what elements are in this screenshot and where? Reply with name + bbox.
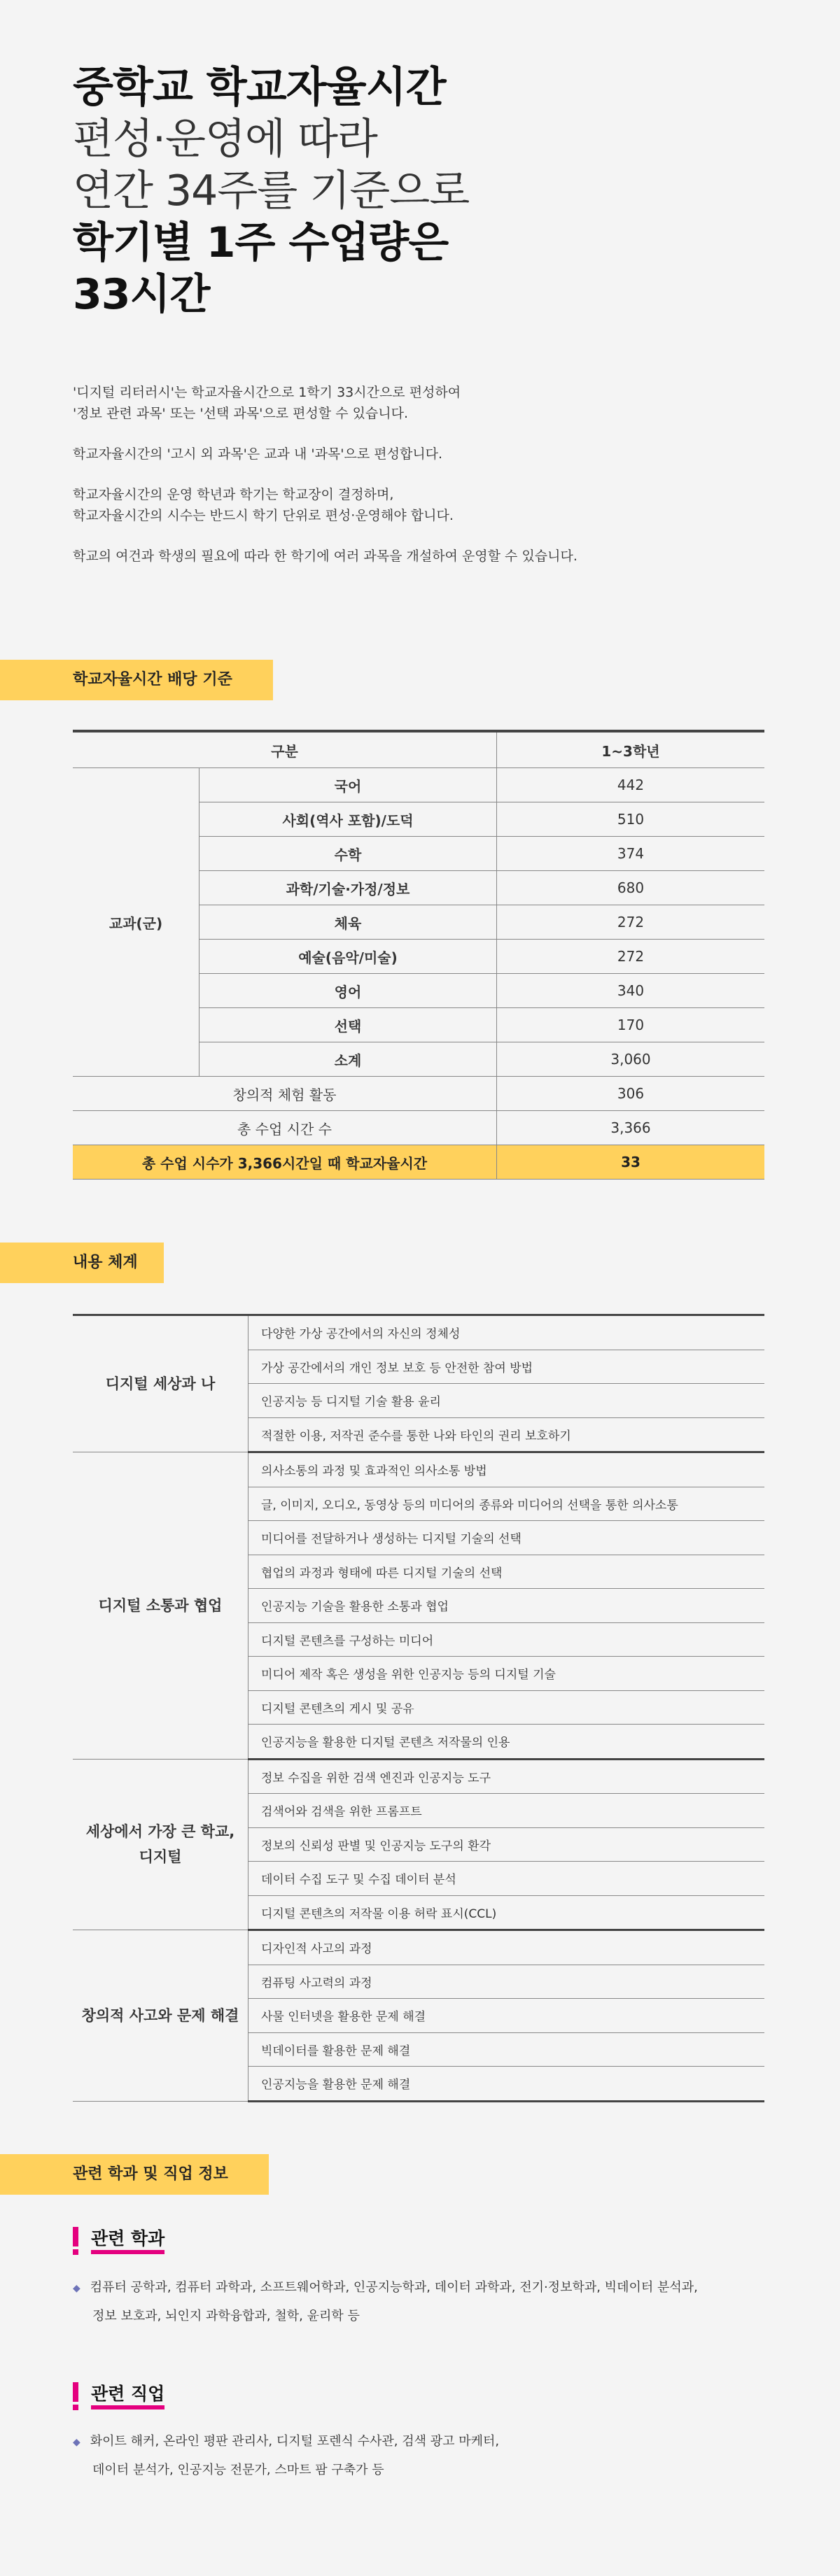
- intro-line: 학교자율시간의 '고시 외 과목'은 교과 내 '과목'으로 편성합니다.: [73, 446, 443, 462]
- autonomy-hours: 33: [497, 1145, 765, 1180]
- content-item: 협업의 과정과 형태에 따른 디지털 기술의 선택: [248, 1555, 765, 1589]
- dept-line: 컴퓨터 공학과, 컴퓨터 과학과, 소프트웨어학과, 인공지능학과, 데이터 과학과, 전기·정보학과, 빅데이터 분석과,: [90, 2280, 698, 2295]
- autonomy-label: 총 수업 시수가 3,366시간일 때 학교자율시간: [73, 1145, 497, 1180]
- headline-line-3: 연간 34주를 기준으로: [73, 167, 470, 215]
- content-item: 다양한 가상 공간에서의 자신의 정체성: [248, 1315, 765, 1350]
- job-line: 화이트 해커, 온라인 평판 관리사, 디지털 포렌식 수사관, 검색 광고 마케터,: [90, 2434, 500, 2449]
- diamond-bullet-icon: ◆: [73, 2437, 80, 2448]
- job-line: 데이터 분석가, 인공지능 전문가, 스마트 팜 구축가 등: [92, 2463, 384, 2477]
- header-grade: 1~3학년: [497, 731, 765, 768]
- related-departments-title: [73, 2225, 164, 2250]
- content-item: 디자인적 사고의 과정: [248, 1930, 765, 1965]
- subject-hours: 442: [497, 768, 765, 802]
- allocation-table: [73, 730, 764, 1180]
- group-title: [73, 1759, 248, 1930]
- related-jobs-text: [73, 2428, 773, 2484]
- section-label-allocation: 학교자율시간 배당 기준: [0, 660, 273, 700]
- intro-line: 학교자율시간의 시수는 반드시 학기 단위로 편성·운영해야 합니다.: [73, 508, 454, 523]
- group-title-line: 디지털: [139, 1848, 182, 1866]
- content-item: 인공지능 기술을 활용한 소통과 협업: [248, 1589, 765, 1623]
- exclamation-icon: [73, 2382, 78, 2402]
- content-item: 미디어를 전달하거나 생성하는 디지털 기술의 선택: [248, 1521, 765, 1555]
- group-label: 교과(군): [73, 768, 200, 1077]
- subject-name: 예술(음악/미술): [200, 940, 497, 974]
- content-item: 검색어와 검색을 위한 프롬프트: [248, 1794, 765, 1828]
- subject-name: 사회(역사 포함)/도덕: [200, 802, 497, 837]
- content-item: 글, 이미지, 오디오, 동영상 등의 미디어의 종류와 미디어의 선택을 통한 의사소통: [248, 1487, 765, 1521]
- subject-hours: 3,060: [497, 1042, 765, 1077]
- total-hours-value: 3,366: [497, 1111, 765, 1145]
- group-title: [73, 1930, 248, 2102]
- content-item: 인공지능을 활용한 문제 해결: [248, 2067, 765, 2102]
- content-item: 인공지능을 활용한 디지털 콘텐츠 저작물의 인용: [248, 1725, 765, 1760]
- content-item: 가상 공간에서의 개인 정보 보호 등 안전한 참여 방법: [248, 1350, 765, 1384]
- related-jobs-label: 관련 직업: [91, 2384, 164, 2409]
- subject-hours: 680: [497, 871, 765, 905]
- content-item: 인공지능 등 디지털 기술 활용 윤리: [248, 1384, 765, 1418]
- subject-hours: 170: [497, 1008, 765, 1042]
- content-item: 적절한 이용, 저작권 준수를 통한 나와 타인의 권리 보호하기: [248, 1417, 765, 1452]
- content-item: 디지털 콘텐츠의 저작물 이용 허락 표시(CCL): [248, 1895, 765, 1930]
- intro-paragraph: [73, 382, 773, 424]
- intro-text: [73, 382, 773, 586]
- table-row: [73, 1452, 764, 1487]
- content-item: 빅데이터를 활용한 문제 해결: [248, 2032, 765, 2067]
- creative-activity-label: 창의적 체험 활동: [73, 1077, 497, 1111]
- subject-name: 소계: [200, 1042, 497, 1077]
- table-row: [73, 1077, 764, 1111]
- subject-hours: 374: [497, 837, 765, 871]
- subject-hours: 340: [497, 974, 765, 1008]
- related-departments-label: 관련 학과: [91, 2228, 164, 2254]
- group-title: [73, 1452, 248, 1760]
- subject-hours: 510: [497, 802, 765, 837]
- subject-hours: 272: [497, 905, 765, 940]
- headline-line-4: 학기별 1주 수업량은: [73, 218, 449, 267]
- group-title-line: 창의적 사고와 문제 해결: [81, 2007, 239, 2024]
- subject-name: 과학/기술·가정/정보: [200, 871, 497, 905]
- content-item: 디지털 콘텐츠를 구성하는 미디어: [248, 1622, 765, 1657]
- content-item: 정보의 신뢰성 판별 및 인공지능 도구의 환각: [248, 1827, 765, 1862]
- content-item: 디지털 콘텐츠의 게시 및 공유: [248, 1690, 765, 1725]
- intro-line: 학교의 여건과 학생의 필요에 따라 한 학기에 여러 과목을 개설하여 운영할 수 있습니다.: [73, 549, 578, 564]
- diamond-bullet-icon: ◆: [73, 2283, 80, 2294]
- dept-line: 정보 보호과, 뇌인지 과학융합과, 철학, 윤리학 등: [92, 2309, 360, 2323]
- intro-line: '정보 관련 과목' 또는 '선택 과목'으로 편성할 수 있습니다.: [73, 406, 409, 421]
- table-row: [73, 1759, 764, 1794]
- group-title-line: 세상에서 가장 큰 학교,: [85, 1823, 235, 1841]
- section-label-content: 내용 체계: [0, 1243, 164, 1283]
- autonomy-row: [73, 1145, 764, 1180]
- content-item: 정보 수집을 위한 검색 엔진과 인공지능 도구: [248, 1759, 765, 1794]
- headline: [73, 62, 773, 320]
- subject-hours: 272: [497, 940, 765, 974]
- subject-name: 수학: [200, 837, 497, 871]
- subject-name: 선택: [200, 1008, 497, 1042]
- exclamation-icon: [73, 2227, 78, 2246]
- intro-line: 학교자율시간의 운영 학년과 학기는 학교장이 결정하며,: [73, 487, 394, 502]
- content-item: 컴퓨팅 사고력의 과정: [248, 1965, 765, 1999]
- content-item: 미디어 제작 혹은 생성을 위한 인공지능 등의 디지털 기술: [248, 1657, 765, 1691]
- intro-paragraph: [73, 546, 773, 567]
- table-row: [73, 1930, 764, 1965]
- header-category: 구분: [73, 731, 497, 768]
- table-row: [73, 768, 764, 802]
- related-departments-text: [73, 2274, 773, 2330]
- section-label-related: 관련 학과 및 직업 정보: [0, 2154, 269, 2195]
- table-header-row: [73, 731, 764, 768]
- subject-name: 국어: [200, 768, 497, 802]
- intro-paragraph: [73, 444, 773, 465]
- content-item: 데이터 수집 도구 및 수집 데이터 분석: [248, 1862, 765, 1896]
- content-item: 의사소통의 과정 및 효과적인 의사소통 방법: [248, 1452, 765, 1487]
- group-title: [73, 1315, 248, 1452]
- group-title-line: 디지털 세상과 나: [105, 1375, 216, 1392]
- subject-name: 영어: [200, 974, 497, 1008]
- headline-line-2: 편성·운영에 따라: [73, 115, 377, 164]
- table-row: [73, 1111, 764, 1145]
- intro-line: '디지털 리터러시'는 학교자율시간으로 1학기 33시간으로 편성하여: [73, 385, 461, 400]
- related-jobs-title: [73, 2380, 164, 2405]
- intro-paragraph: [73, 484, 773, 526]
- creative-activity-hours: 306: [497, 1077, 765, 1111]
- headline-line-1: 중학교 학교자율시간: [73, 63, 446, 112]
- headline-line-5: 33시간: [73, 270, 210, 319]
- content-system-table: [73, 1314, 764, 2102]
- group-title-line: 디지털 소통과 협업: [98, 1597, 223, 1614]
- total-hours-label: 총 수업 시간 수: [73, 1111, 497, 1145]
- content-item: 사물 인터넷을 활용한 문제 해결: [248, 1999, 765, 2033]
- table-row: [73, 1315, 764, 1350]
- subject-name: 체육: [200, 905, 497, 940]
